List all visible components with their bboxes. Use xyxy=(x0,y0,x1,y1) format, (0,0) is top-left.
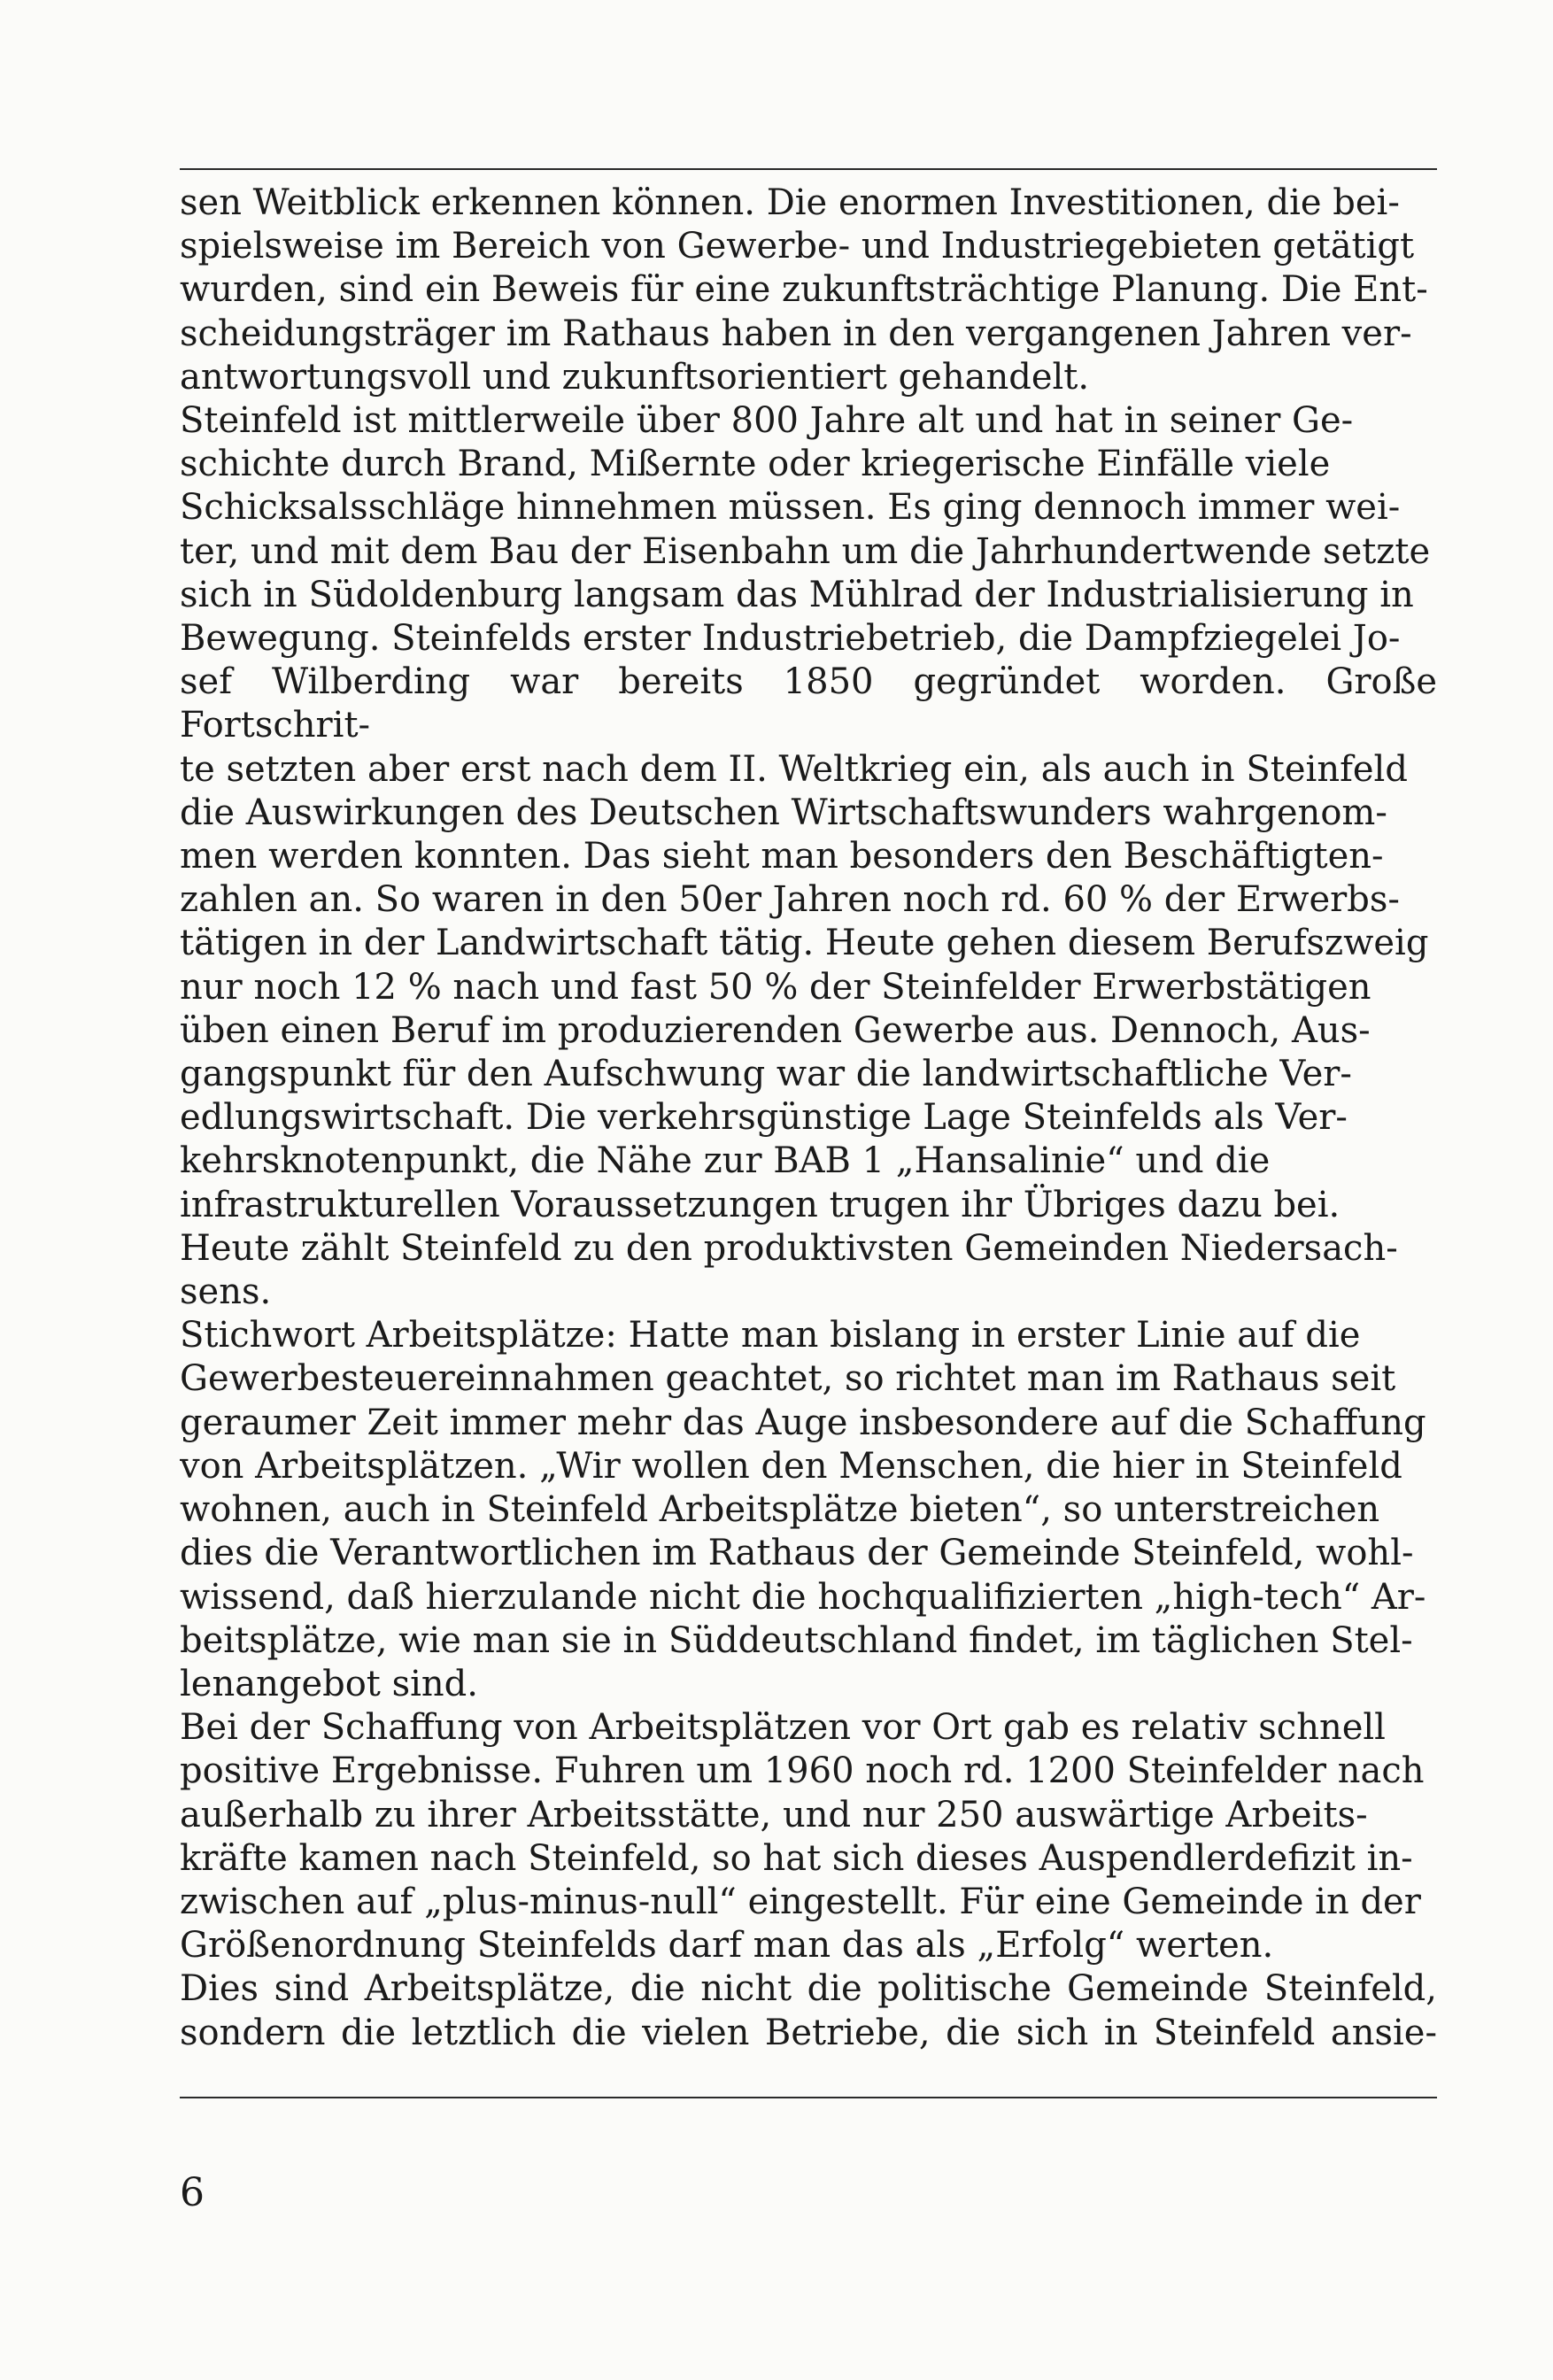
text-line: geraumer Zeit immer mehr das Auge insbesondere auf die Schaffung xyxy=(180,1402,1426,1443)
text-line: tätigen in der Landwirtschaft tätig. Heute gehen diesem Berufszweig xyxy=(180,923,1429,964)
text-line: te setzten aber erst nach dem II. Weltkrieg ein, als auch in Steinfeld xyxy=(180,748,1408,790)
text-line: dies die Verantwortlichen im Rathaus der Gemeinde Steinfeld, wohl- xyxy=(180,1533,1414,1574)
text-line: Bewegung. Steinfelds erster Industriebetrieb, die Dampfziegelei Jo- xyxy=(180,618,1401,660)
paragraph-4 xyxy=(180,1706,1437,1967)
text-line: wissend, daß hierzulande nicht die hochqualifizierten „high-tech“ Ar- xyxy=(180,1576,1426,1618)
text-line: antwortungsvoll und zukunftsorientiert gehandelt. xyxy=(180,356,1090,398)
text-line: nur noch 12 % nach und fast 50 % der Steinfelder Erwerbstätigen xyxy=(180,966,1371,1008)
text-line: üben einen Beruf im produzierenden Gewerbe aus. Dennoch, Aus- xyxy=(180,1009,1371,1051)
text-line: gangspunkt für den Aufschwung war die landwirtschaftliche Ver- xyxy=(180,1054,1352,1095)
paragraph-2 xyxy=(180,399,1437,1314)
text-line: men werden konnten. Das sieht man besonders den Beschäftigten- xyxy=(180,836,1384,877)
text-line: edlungswirtschaft. Die verkehrsgünstige Lage Steinfelds als Ver- xyxy=(180,1097,1348,1139)
text-line: ter, und mit dem Bau der Eisenbahn um die Jahrhundertwende setzte xyxy=(180,530,1431,572)
paragraph-3 xyxy=(180,1314,1437,1706)
text-line: kräfte kamen nach Steinfeld, so hat sich dieses Auspendlerdefizit in- xyxy=(180,1837,1413,1879)
text-line: sef Wilberding war bereits 1850 gegründet worden. Große Fortschrit- xyxy=(180,661,1437,746)
footer-rule xyxy=(180,2097,1437,2098)
text-line: zahlen an. So waren in den 50er Jahren noch rd. 60 % der Erwerbs- xyxy=(180,879,1400,921)
text-line: Bei der Schaffung von Arbeitsplätzen vor Ort gab es relativ schnell xyxy=(180,1707,1386,1749)
header-rule xyxy=(180,168,1437,170)
text-line: schichte durch Brand, Mißernte oder kriegerische Einfälle viele xyxy=(180,444,1331,485)
text-line: zwischen auf „plus-minus-null“ eingestellt. Für eine Gemeinde in der xyxy=(180,1881,1421,1922)
text-line: sens. xyxy=(180,1271,272,1313)
text-line: Steinfeld ist mittlerweile über 800 Jahre alt und hat in seiner Ge- xyxy=(180,400,1354,442)
text-line: spielsweise im Bereich von Gewerbe- und Industriegebieten getätigt xyxy=(180,226,1415,267)
text-line: Größenordnung Steinfelds darf man das als „Erfolg“ werten. xyxy=(180,1925,1274,1967)
text-line: sondern die letztlich die vielen Betriebe, die sich in Steinfeld ansie- xyxy=(180,2012,1437,2053)
text-line: wohnen, auch in Steinfeld Arbeitsplätze bieten“, so unterstreichen xyxy=(180,1489,1380,1531)
text-line: infrastrukturellen Voraussetzungen trugen ihr Übriges dazu bei. xyxy=(180,1184,1341,1225)
text-line: außerhalb zu ihrer Arbeitsstätte, und nur 250 auswärtige Arbeits- xyxy=(180,1794,1368,1835)
text-line: Schicksalsschläge hinnehmen müssen. Es ging dennoch immer wei- xyxy=(180,487,1401,529)
text-line: lenangebot sind. xyxy=(180,1663,478,1704)
text-line: positive Ergebnisse. Fuhren um 1960 noch rd. 1200 Steinfelder nach xyxy=(180,1750,1425,1792)
text-line: die Auswirkungen des Deutschen Wirtschaftswunders wahrgenom- xyxy=(180,792,1387,833)
text-line: wurden, sind ein Beweis für eine zukunftsträchtige Planung. Die Ent- xyxy=(180,269,1428,311)
text-line: scheidungsträger im Rathaus haben in den vergangenen Jahren ver- xyxy=(180,313,1412,354)
text-line: sich in Südoldenburg langsam das Mühlrad der Industrialisierung in xyxy=(180,574,1414,615)
text-line: kehrsknotenpunkt, die Nähe zur BAB 1 „Hansalinie“ und die xyxy=(180,1140,1271,1182)
text-line: Stichwort Arbeitsplätze: Hatte man bislang in erster Linie auf die xyxy=(180,1315,1361,1356)
page-number: 6 xyxy=(180,2170,205,2215)
text-line: Dies sind Arbeitsplätze, die nicht die politische Gemeinde Steinfeld, xyxy=(180,1968,1437,2010)
text-line: sen Weitblick erkennen können. Die enormen Investitionen, die bei- xyxy=(180,182,1400,223)
paragraph-5 xyxy=(180,1967,1437,2054)
paragraph-1 xyxy=(180,182,1437,399)
text-line: beitsplätze, wie man sie in Süddeutschland findet, im täglichen Stel- xyxy=(180,1619,1413,1661)
text-line: Gewerbesteuereinnahmen geachtet, so richtet man im Rathaus seit xyxy=(180,1358,1396,1400)
body-text xyxy=(180,182,1437,2085)
text-line: Heute zählt Steinfeld zu den produktivsten Gemeinden Niedersach- xyxy=(180,1227,1398,1269)
text-line: von Arbeitsplätzen. „Wir wollen den Menschen, die hier in Steinfeld xyxy=(180,1445,1402,1487)
